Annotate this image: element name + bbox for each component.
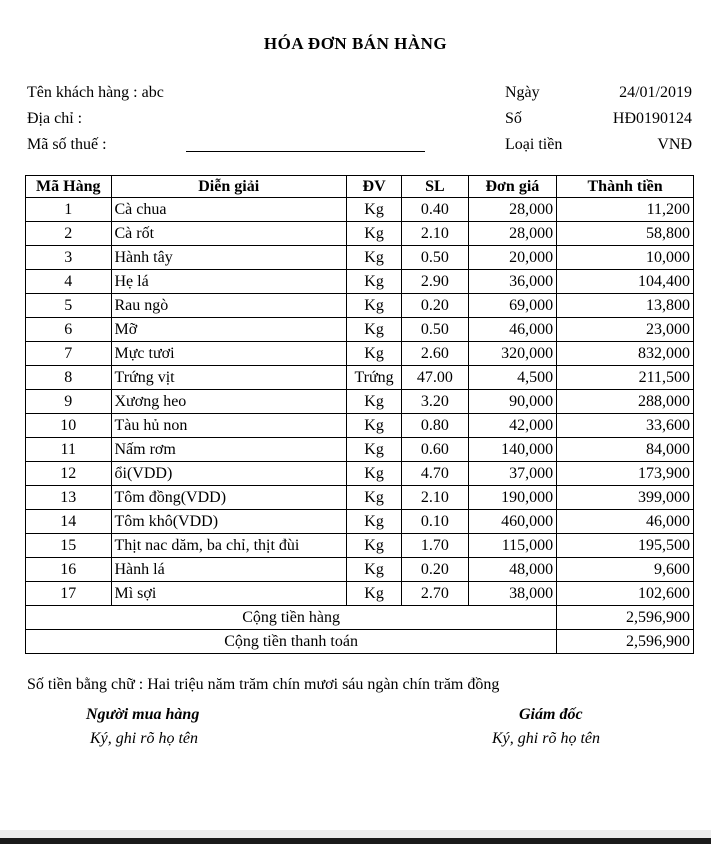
item-unit-price: 38,000 (468, 582, 557, 606)
item-description: Hành lá (111, 558, 346, 582)
item-amount: 23,000 (557, 318, 694, 342)
item-amount: 13,800 (557, 294, 694, 318)
item-amount: 211,500 (557, 366, 694, 390)
item-description: Cà rốt (111, 222, 346, 246)
item-unit: Kg (346, 558, 401, 582)
window-bottom-edge (0, 838, 711, 844)
item-amount: 288,000 (557, 390, 694, 414)
item-code: 8 (26, 366, 112, 390)
director-signature-note: Ký, ghi rõ họ tên (492, 730, 600, 747)
table-row (26, 438, 694, 462)
item-unit: Kg (346, 486, 401, 510)
subtotal-value: 2,596,900 (557, 606, 694, 630)
table-header-row (26, 176, 694, 198)
tax-code-underline (186, 151, 425, 152)
item-description: Trứng vịt (111, 366, 346, 390)
currency-value: VNĐ (657, 136, 692, 153)
item-code: 5 (26, 294, 112, 318)
item-quantity: 2.10 (402, 486, 468, 510)
item-description: Nấm rơm (111, 438, 346, 462)
item-unit-price: 48,000 (468, 558, 557, 582)
col-header-unit: ĐV (346, 176, 401, 198)
item-quantity: 0.20 (402, 294, 468, 318)
item-code: 13 (26, 486, 112, 510)
item-unit-price: 46,000 (468, 318, 557, 342)
tax-code-label: Mã số thuế : (27, 136, 107, 153)
address-label: Địa chỉ : (27, 110, 83, 127)
item-description: Tôm đồng(VDD) (111, 486, 346, 510)
item-code: 11 (26, 438, 112, 462)
item-code: 12 (26, 462, 112, 486)
item-quantity: 0.40 (402, 198, 468, 222)
item-code: 6 (26, 318, 112, 342)
item-description: Tôm khô(VDD) (111, 510, 346, 534)
item-quantity: 2.70 (402, 582, 468, 606)
item-description: Cà chua (111, 198, 346, 222)
invoice-items-table (25, 175, 694, 654)
item-quantity: 2.10 (402, 222, 468, 246)
item-amount: 58,800 (557, 222, 694, 246)
table-row (26, 270, 694, 294)
item-amount: 33,600 (557, 414, 694, 438)
item-unit: Kg (346, 222, 401, 246)
item-amount: 11,200 (557, 198, 694, 222)
col-header-code: Mã Hàng (26, 176, 112, 198)
item-amount: 195,500 (557, 534, 694, 558)
item-amount: 84,000 (557, 438, 694, 462)
item-code: 3 (26, 246, 112, 270)
table-row (26, 582, 694, 606)
item-code: 7 (26, 342, 112, 366)
col-header-unit-price: Đơn giá (468, 176, 557, 198)
item-unit: Kg (346, 198, 401, 222)
director-signature-title: Giám đốc (519, 706, 583, 723)
item-amount: 10,000 (557, 246, 694, 270)
item-amount: 102,600 (557, 582, 694, 606)
table-row (26, 558, 694, 582)
item-amount: 104,400 (557, 270, 694, 294)
item-unit: Kg (346, 534, 401, 558)
item-amount: 832,000 (557, 342, 694, 366)
item-unit: Kg (346, 510, 401, 534)
invoice-number-value: HĐ0190124 (612, 110, 692, 127)
item-quantity: 1.70 (402, 534, 468, 558)
item-description: Rau ngò (111, 294, 346, 318)
item-unit: Trứng (346, 366, 401, 390)
item-code: 2 (26, 222, 112, 246)
item-unit-price: 20,000 (468, 246, 557, 270)
item-description: Hẹ lá (111, 270, 346, 294)
date-value: 24/01/2019 (619, 84, 692, 101)
total-label: Cộng tiền thanh toán (26, 630, 557, 654)
item-unit: Kg (346, 294, 401, 318)
item-quantity: 0.60 (402, 438, 468, 462)
col-header-description: Diễn giải (111, 176, 346, 198)
item-amount: 399,000 (557, 486, 694, 510)
item-code: 15 (26, 534, 112, 558)
item-quantity: 0.20 (402, 558, 468, 582)
subtotal-label: Cộng tiền hàng (26, 606, 557, 630)
buyer-signature-note: Ký, ghi rõ họ tên (90, 730, 198, 747)
item-unit: Kg (346, 414, 401, 438)
table-row (26, 294, 694, 318)
item-code: 1 (26, 198, 112, 222)
customer-name: Tên khách hàng : abc (27, 84, 164, 101)
item-description: Hành tây (111, 246, 346, 270)
item-code: 14 (26, 510, 112, 534)
item-unit: Kg (346, 318, 401, 342)
col-header-quantity: SL (402, 176, 468, 198)
item-amount: 173,900 (557, 462, 694, 486)
total-value: 2,596,900 (557, 630, 694, 654)
table-row (26, 246, 694, 270)
item-unit-price: 460,000 (468, 510, 557, 534)
item-unit-price: 190,000 (468, 486, 557, 510)
item-description: Mực tươi (111, 342, 346, 366)
subtotal-row (26, 606, 694, 630)
item-unit-price: 36,000 (468, 270, 557, 294)
item-description: Tàu hủ non (111, 414, 346, 438)
table-row (26, 486, 694, 510)
item-quantity: 0.80 (402, 414, 468, 438)
item-quantity: 0.10 (402, 510, 468, 534)
total-row (26, 630, 694, 654)
item-description: ổi(VDD) (111, 462, 346, 486)
table-row (26, 462, 694, 486)
item-code: 17 (26, 582, 112, 606)
currency-label: Loại tiền (505, 136, 563, 153)
item-quantity: 2.60 (402, 342, 468, 366)
invoice-number-label: Số (505, 110, 522, 127)
table-row (26, 198, 694, 222)
item-description: Mỡ (111, 318, 346, 342)
item-unit-price: 4,500 (468, 366, 557, 390)
item-unit-price: 69,000 (468, 294, 557, 318)
item-quantity: 0.50 (402, 246, 468, 270)
item-unit: Kg (346, 462, 401, 486)
item-unit-price: 42,000 (468, 414, 557, 438)
amount-in-words: Số tiền bằng chữ : Hai triệu năm trăm chín mươi sáu ngàn chín trăm đồng (27, 676, 500, 693)
col-header-amount: Thành tiền (557, 176, 694, 198)
item-unit: Kg (346, 270, 401, 294)
item-description: Thịt nac dăm, ba chỉ, thịt đùi (111, 534, 346, 558)
item-description: Mì sợi (111, 582, 346, 606)
table-row (26, 414, 694, 438)
table-row (26, 366, 694, 390)
invoice-title: HÓA ĐƠN BÁN HÀNG (263, 34, 448, 53)
item-description: Xương heo (111, 390, 346, 414)
item-unit-price: 90,000 (468, 390, 557, 414)
item-code: 10 (26, 414, 112, 438)
item-unit: Kg (346, 582, 401, 606)
item-amount: 9,600 (557, 558, 694, 582)
item-code: 16 (26, 558, 112, 582)
table-body (26, 198, 694, 606)
item-quantity: 3.20 (402, 390, 468, 414)
table-row (26, 222, 694, 246)
item-unit-price: 28,000 (468, 222, 557, 246)
item-unit: Kg (346, 438, 401, 462)
item-quantity: 0.50 (402, 318, 468, 342)
item-unit: Kg (346, 342, 401, 366)
item-unit-price: 37,000 (468, 462, 557, 486)
table-row (26, 342, 694, 366)
item-unit-price: 28,000 (468, 198, 557, 222)
item-unit: Kg (346, 390, 401, 414)
item-unit-price: 115,000 (468, 534, 557, 558)
item-code: 4 (26, 270, 112, 294)
buyer-signature-title: Người mua hàng (86, 706, 200, 723)
date-label: Ngày (505, 84, 540, 101)
item-unit-price: 140,000 (468, 438, 557, 462)
item-code: 9 (26, 390, 112, 414)
item-quantity: 2.90 (402, 270, 468, 294)
table-row (26, 534, 694, 558)
table-row (26, 510, 694, 534)
item-quantity: 4.70 (402, 462, 468, 486)
item-quantity: 47.00 (402, 366, 468, 390)
item-unit: Kg (346, 246, 401, 270)
table-row (26, 390, 694, 414)
item-amount: 46,000 (557, 510, 694, 534)
table-row (26, 318, 694, 342)
item-unit-price: 320,000 (468, 342, 557, 366)
